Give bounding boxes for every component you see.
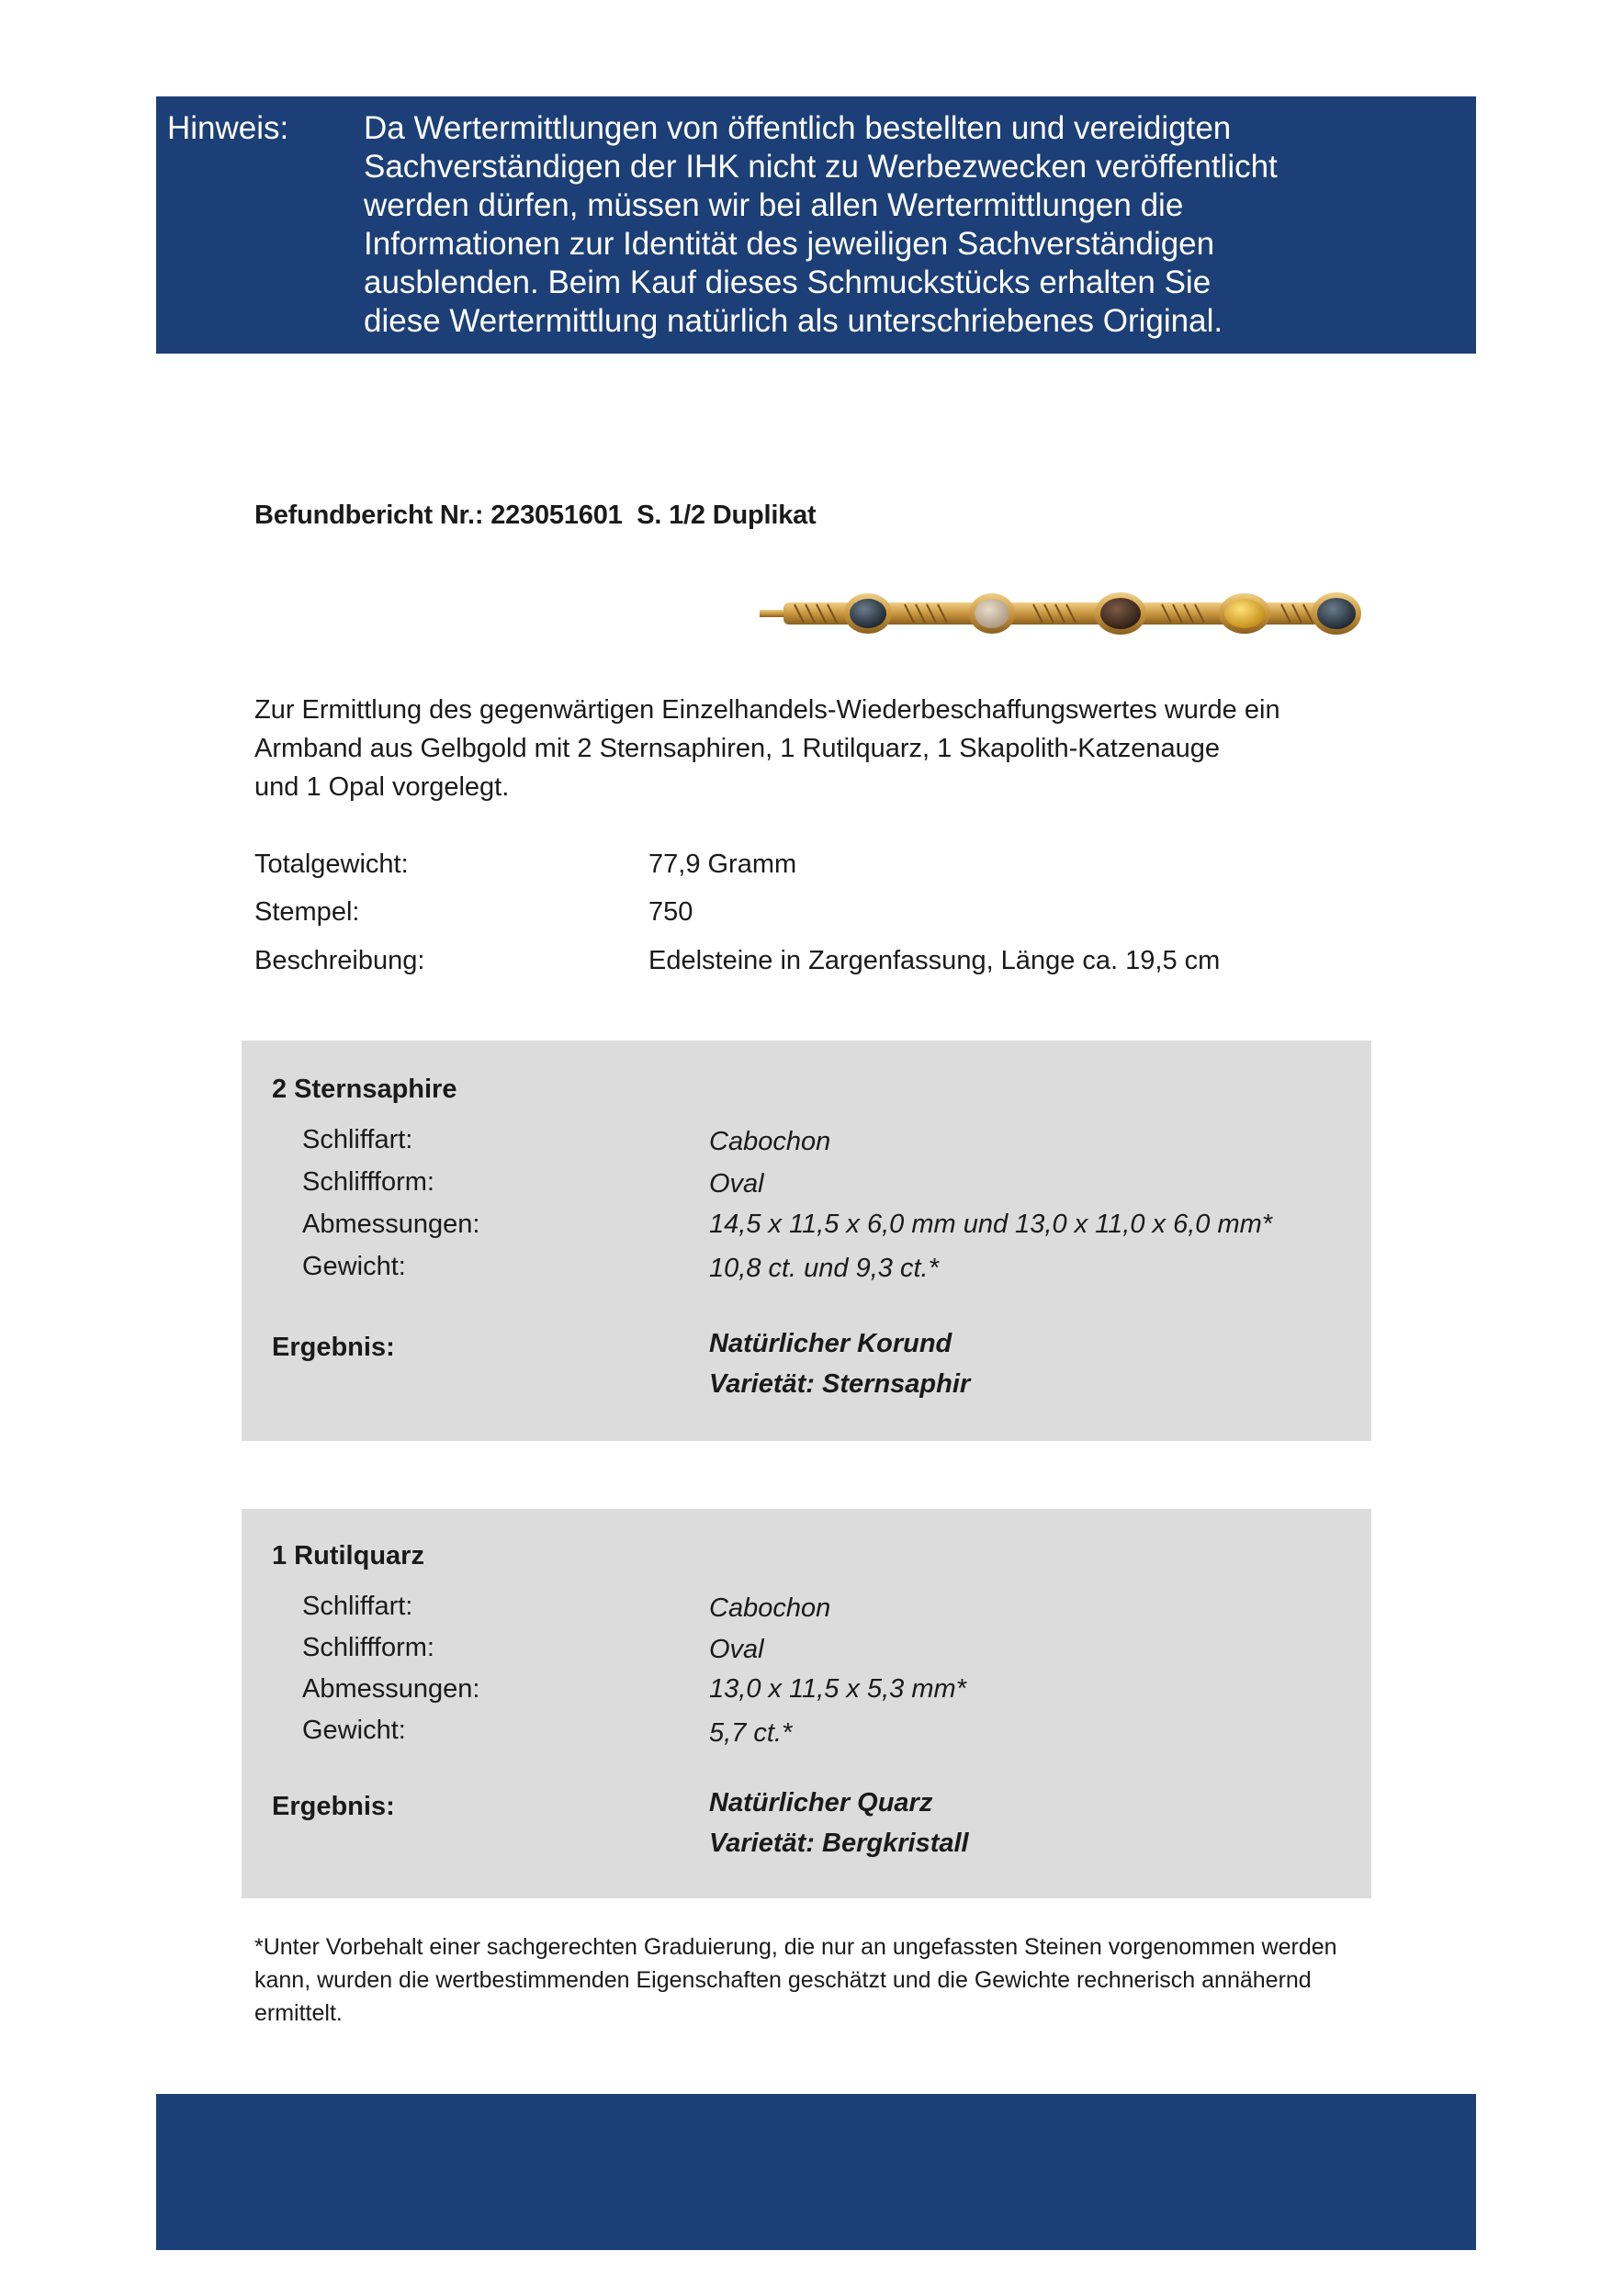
gem-label: Schliffart: [302, 1125, 413, 1154]
notice-text [364, 109, 1448, 341]
gem-value: 14,5 x 11,5 x 6,0 mm und 13,0 x 11,0 x 6,0 mm* [709, 1210, 1273, 1239]
gem-value: Cabochon [709, 1127, 831, 1156]
result-line: Varietät: Sternsaphir [709, 1369, 971, 1399]
result-line: Natürlicher Korund [709, 1329, 952, 1358]
result-value [709, 1323, 970, 1404]
bottom-banner [156, 2094, 1476, 2250]
property-label: Beschreibung: [254, 946, 425, 975]
notice-line: Sachverständigen der IHK nicht zu Werbezwecken veröffentlicht [364, 149, 1278, 185]
notice-line: diese Wertermittlung natürlich als unterschriebenes Original. [364, 303, 1223, 339]
property-row [254, 897, 1265, 934]
property-label: Stempel: [254, 897, 360, 927]
property-value: 750 [648, 897, 693, 927]
gem-row [242, 1674, 1371, 1711]
gem-value: Oval [709, 1169, 764, 1199]
gem-label: Abmessungen: [302, 1210, 480, 1239]
notice-line: Da Wertermittlungen von öffentlich bestellten und vereidigten [364, 110, 1232, 146]
footnote-line: *Unter Vorbehalt einer sachgerechten Graduierung, die nur an ungefassten Steinen vorgenommen werden [254, 1934, 1337, 1960]
intro-line: Zur Ermittlung des gegenwärtigen Einzelhandels-Wiederbeschaffungswertes wurde ein [254, 695, 1280, 725]
notice-line: ausblenden. Beim Kauf dieses Schmuckstücks erhalten Sie [364, 264, 1212, 300]
gem-label: Schliffform: [302, 1167, 434, 1197]
gem-row [242, 1633, 1371, 1670]
gem-value: Oval [709, 1635, 764, 1664]
result-label: Ergebnis: [272, 1792, 395, 1821]
intro-line: Armband aus Gelbgold mit 2 Sternsaphiren, 1 Rutilquarz, 1 Skapolith-Katzenauge [254, 734, 1221, 763]
gem-label: Gewicht: [302, 1716, 406, 1745]
bracelet-clasp [760, 610, 787, 617]
notice-line: Informationen zur Identität des jeweiligen Sachverständigen [364, 226, 1215, 262]
property-value: Edelsteine in Zargenfassung, Länge ca. 19,5 cm [648, 946, 1221, 975]
gem-row [242, 1125, 1371, 1162]
property-label: Totalgewicht: [254, 850, 409, 879]
gem-title: 2 Sternsaphire [272, 1075, 457, 1104]
result-label: Ergebnis: [272, 1333, 395, 1362]
gem-label: Schliffart: [302, 1592, 413, 1621]
gem-row [242, 1252, 1371, 1289]
gem-label: Schliffform: [302, 1633, 434, 1662]
footnote-line: ermittelt. [254, 2000, 343, 2026]
bracelet-image [758, 577, 1369, 652]
gem-label: Abmessungen: [302, 1674, 480, 1704]
gem-row [242, 1716, 1371, 1752]
property-value: 77,9 Gramm [648, 850, 797, 879]
property-row [254, 850, 1265, 886]
gem-value: 10,8 ct. und 9,3 ct.* [709, 1254, 939, 1283]
footnote [254, 1930, 1448, 2030]
gem-label: Gewicht: [302, 1252, 406, 1281]
gem-value: Cabochon [709, 1593, 831, 1623]
gem-row [242, 1592, 1371, 1628]
gem-row [242, 1167, 1371, 1204]
gem-box-rutile-quartz [242, 1509, 1371, 1898]
gem-title: 1 Rutilquarz [272, 1541, 424, 1570]
notice-banner [156, 96, 1476, 354]
gem-box-star-sapphires [242, 1041, 1371, 1441]
footnote-line: kann, wurden die wertbestimmenden Eigenschaften geschätzt und die Gewichte rechnerisch annähernd [254, 1967, 1312, 1993]
gem-value: 5,7 ct.* [709, 1718, 793, 1748]
intro-paragraph [254, 691, 1439, 806]
notice-label: Hinweis: [167, 110, 289, 146]
result-line: Varietät: Bergkristall [709, 1829, 969, 1858]
property-row [254, 946, 1265, 983]
report-header: Befundbericht Nr.: 223051601 S. 1/2 Duplikat [254, 501, 817, 530]
result-value [709, 1783, 969, 1863]
gem-row [242, 1210, 1371, 1246]
gem-value: 13,0 x 11,5 x 5,3 mm* [709, 1674, 966, 1704]
intro-line: und 1 Opal vorgelegt. [254, 772, 510, 802]
notice-line: werden dürfen, müssen wir bei allen Wertermittlungen die [364, 187, 1184, 223]
result-line: Natürlicher Quarz [709, 1788, 933, 1818]
